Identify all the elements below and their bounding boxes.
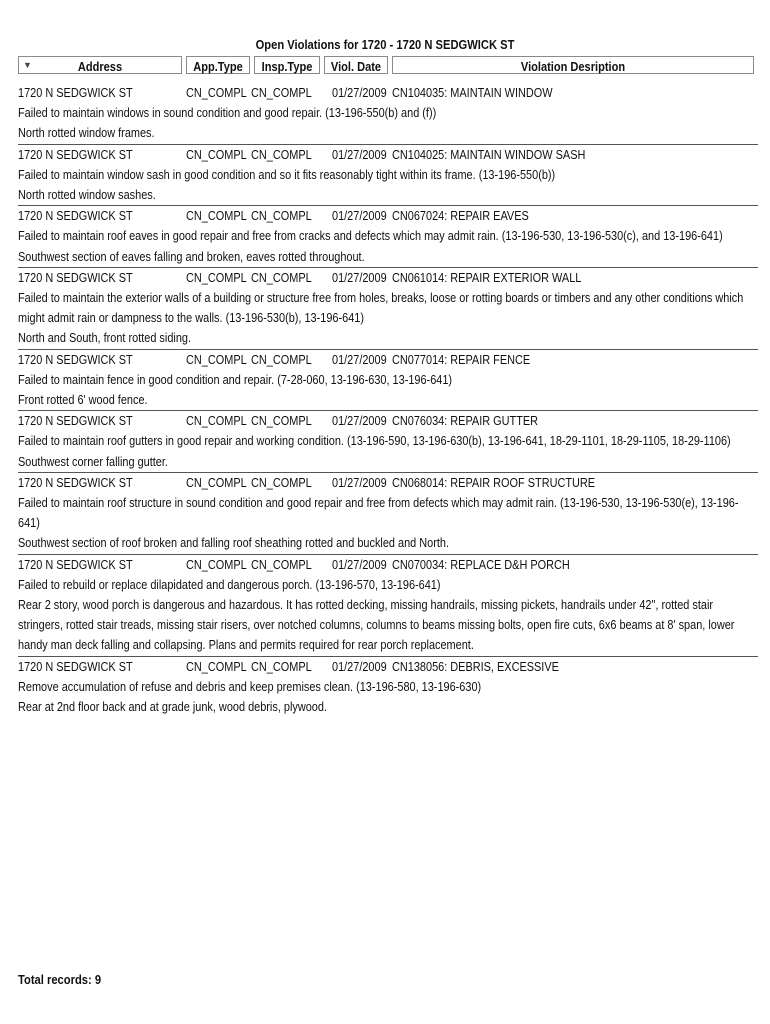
record-violation-date: 01/27/2009	[332, 658, 387, 674]
record-violation-date: 01/27/2009	[332, 269, 387, 285]
record-violation-code: CN068014: REPAIR ROOF STRUCTURE	[392, 474, 596, 490]
record-violation-date: 01/27/2009	[332, 556, 387, 572]
record-insp-type: CN_COMPL	[251, 658, 312, 674]
record-insp-type: CN_COMPL	[251, 269, 312, 285]
violation-record-summary	[18, 657, 758, 677]
record-requirement: Failed to maintain roof gutters in good repair and working condition. (13-196-590, 13-196-630(b), 13-196-641, 18-29-1101, 18-29-1105, 18-29-1106)	[18, 433, 731, 449]
record-address: 1720 N SEDGWICK ST	[18, 85, 133, 100]
violation-record	[18, 83, 758, 145]
record-insp-type: CN_COMPL	[251, 413, 312, 429]
record-app-type: CN_COMPL	[186, 351, 247, 367]
record-address: 1720 N SEDGWICK ST	[18, 208, 133, 224]
column-header-app-type-label: App.Type	[193, 59, 243, 74]
record-inspector-note: North rotted window frames.	[18, 125, 155, 141]
report-title: Open Violations for 1720 - 1720 N SEDGWICK ST	[255, 37, 515, 52]
record-violation-date: 01/27/2009	[332, 474, 387, 490]
violation-record	[18, 555, 758, 657]
record-address: 1720 N SEDGWICK ST	[18, 556, 133, 572]
violation-record	[18, 350, 758, 412]
record-app-type: CN_COMPL	[186, 658, 247, 674]
record-violation-date: 01/27/2009	[332, 85, 387, 100]
record-insp-type: CN_COMPL	[251, 556, 312, 572]
record-insp-type: CN_COMPL	[251, 85, 312, 100]
violation-record	[18, 411, 758, 473]
record-requirement: Failed to maintain windows in sound condition and good repair. (13-196-550(b) and (f))	[18, 105, 437, 121]
record-address: 1720 N SEDGWICK ST	[18, 413, 133, 429]
violation-record-summary	[18, 145, 758, 165]
violation-record-summary	[18, 268, 758, 288]
record-requirement: Failed to maintain fence in good condition and repair. (7-28-060, 13-196-630, 13-196-641)	[18, 371, 453, 387]
record-app-type: CN_COMPL	[186, 146, 247, 162]
column-header-address-label: Address	[77, 59, 123, 74]
record-address: 1720 N SEDGWICK ST	[18, 474, 133, 490]
record-inspector-note: Front rotted 6' wood fence.	[18, 391, 148, 407]
record-violation-code: CN067024: REPAIR EAVES	[392, 208, 529, 224]
record-violation-code: CN138056: DEBRIS, EXCESSIVE	[392, 658, 559, 674]
violation-record	[18, 473, 758, 555]
column-header-viol-date-label: Viol. Date	[330, 59, 382, 74]
record-address: 1720 N SEDGWICK ST	[18, 658, 133, 674]
record-app-type: CN_COMPL	[186, 85, 247, 100]
column-header-app-type[interactable]	[186, 56, 250, 74]
record-inspector-note: Southwest section of eaves falling and broken, eaves rotted throughout.	[18, 248, 365, 264]
record-requirement: Failed to maintain roof eaves in good repair and free from cracks and defects which may admit rain. (13-196-530, 13-196-530(c), and 13-196-641)	[18, 228, 723, 244]
violation-record	[18, 206, 758, 268]
record-insp-type: CN_COMPL	[251, 146, 312, 162]
column-header-address[interactable]	[18, 56, 182, 74]
violation-record	[18, 268, 758, 350]
record-insp-type: CN_COMPL	[251, 474, 312, 490]
sort-down-icon[interactable]: ▼	[23, 60, 32, 70]
record-inspector-note: Southwest corner falling gutter.	[18, 453, 168, 469]
total-records: Total records: 9	[18, 972, 102, 987]
violation-record	[18, 145, 758, 207]
record-address: 1720 N SEDGWICK ST	[18, 146, 133, 162]
record-requirement: Failed to rebuild or replace dilapidated and dangerous porch. (13-196-570, 13-196-641)	[18, 576, 441, 592]
record-app-type: CN_COMPL	[186, 413, 247, 429]
record-inspector-note: North and South, front rotted siding.	[18, 330, 192, 346]
record-app-type: CN_COMPL	[186, 474, 247, 490]
column-header-violation-description[interactable]	[392, 56, 754, 74]
record-app-type: CN_COMPL	[186, 556, 247, 572]
record-requirement: Remove accumulation of refuse and debris and keep premises clean. (13-196-580, 13-196-630)	[18, 678, 482, 694]
column-header-viol-date[interactable]	[324, 56, 388, 74]
record-violation-date: 01/27/2009	[332, 146, 387, 162]
record-violation-code: CN077014: REPAIR FENCE	[392, 351, 531, 367]
violation-list	[18, 83, 758, 717]
record-app-type: CN_COMPL	[186, 208, 247, 224]
record-requirement: Failed to maintain the exterior walls of a building or structure free from holes, breaks, loose or rotting boards or timbers and any other conditions which might admit rain or dampness to the walls. (13-196-530(b), 13-196-641)	[18, 289, 744, 326]
record-requirement: Failed to maintain window sash in good condition and so it fits reasonably tight within its frame. (13-196-550(b))	[18, 166, 556, 182]
record-app-type: CN_COMPL	[186, 269, 247, 285]
column-header-insp-type[interactable]	[254, 56, 320, 74]
record-inspector-note: North rotted window sashes.	[18, 186, 156, 202]
column-header-insp-type-label: Insp.Type	[261, 59, 313, 74]
violation-record-summary	[18, 206, 758, 226]
record-insp-type: CN_COMPL	[251, 208, 312, 224]
record-violation-code: CN104025: MAINTAIN WINDOW SASH	[392, 146, 586, 162]
column-header-violation-description-label: Violation Desription	[520, 59, 626, 74]
violation-record	[18, 657, 758, 718]
record-inspector-note: Rear at 2nd floor back and at grade junk, wood debris, plywood.	[18, 698, 327, 714]
violation-record-summary	[18, 350, 758, 370]
record-address: 1720 N SEDGWICK ST	[18, 351, 133, 367]
record-violation-code: CN104035: MAINTAIN WINDOW	[392, 85, 553, 100]
record-violation-date: 01/27/2009	[332, 413, 387, 429]
record-address: 1720 N SEDGWICK ST	[18, 269, 133, 285]
violation-record-summary	[18, 473, 758, 493]
record-violation-date: 01/27/2009	[332, 208, 387, 224]
record-inspector-note: Southwest section of roof broken and falling roof sheathing rotted and buckled and North.	[18, 535, 450, 551]
violation-record-summary	[18, 411, 758, 431]
record-violation-code: CN070034: REPLACE D&H PORCH	[392, 556, 570, 572]
record-violation-code: CN061014: REPAIR EXTERIOR WALL	[392, 269, 582, 285]
record-insp-type: CN_COMPL	[251, 351, 312, 367]
record-inspector-note: Rear 2 story, wood porch is dangerous and hazardous. It has rotted decking, missing handrails, missing pickets, handrails under 42", rotted stair stringers, rotted stair treads, missing stair risers, over notched columns, columns to beams missing bolts, open fire cuts, 6x6 beams at 8' span, lower handy man deck falling and collapsing. Plans and permits required for rear porch replacement.	[18, 596, 735, 653]
record-violation-date: 01/27/2009	[332, 351, 387, 367]
record-requirement: Failed to maintain roof structure in sound condition and good repair and free from defects which may admit rain. (13-196-530, 13-196-530(e), 13-196-641)	[18, 494, 739, 531]
record-violation-code: CN076034: REPAIR GUTTER	[392, 413, 539, 429]
violation-record-summary	[18, 83, 758, 103]
violation-record-summary	[18, 555, 758, 575]
